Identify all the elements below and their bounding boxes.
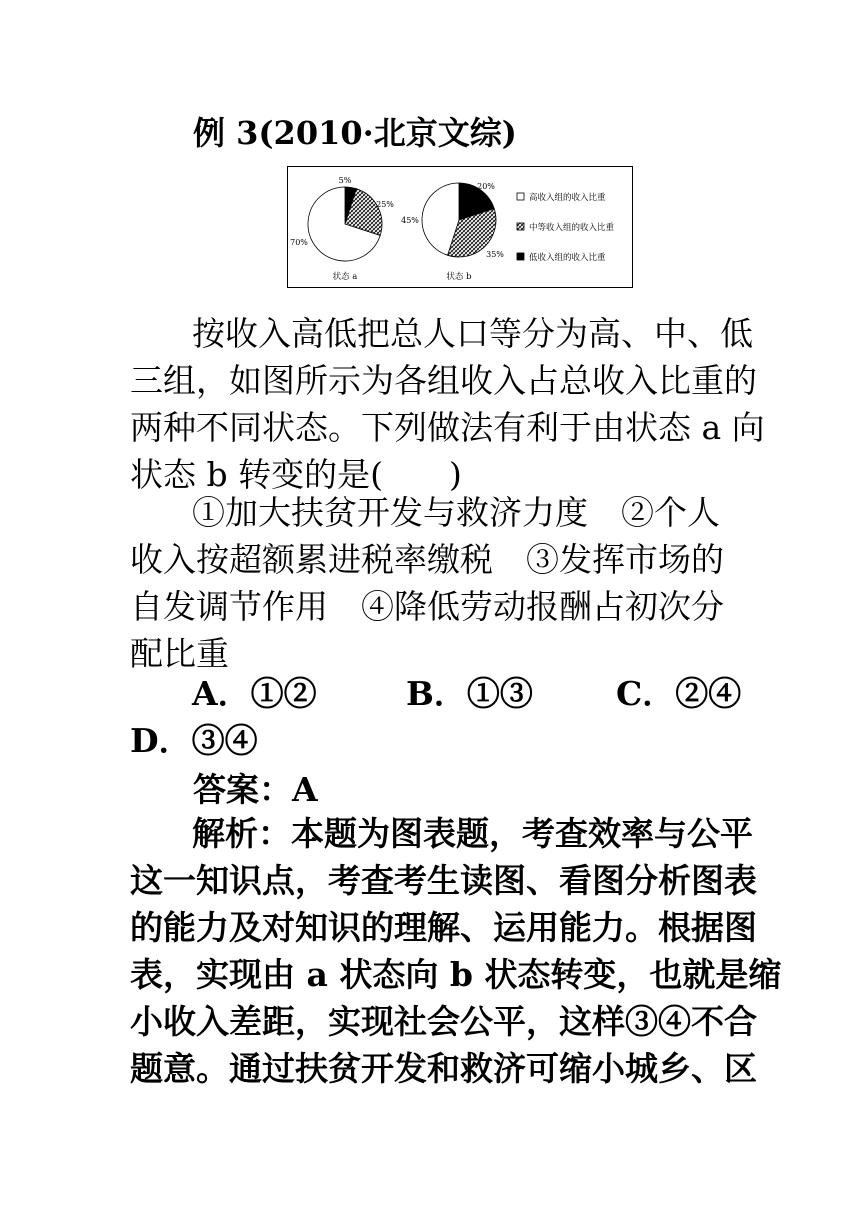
pie-title: 状态 b [446, 272, 472, 282]
analysis-line: 表，实现由 a 状态向 b 状态转变，也就是缩 [130, 955, 782, 994]
question-line: 三组，如图所示为各组收入占总收入比重的 [130, 361, 757, 400]
answer-options [130, 670, 742, 764]
slice-label: 5% [338, 176, 352, 185]
pie-title: 状态 a [332, 272, 358, 282]
legend-label: 中等收入组的收入比重 [529, 223, 615, 233]
legend-label: 低收入组的收入比重 [529, 253, 606, 263]
option-c[interactable]: C．②④ [616, 674, 742, 713]
analysis-line: 解析：本题为图表题，考查效率与公平 [192, 814, 753, 853]
item-line: 自发调节作用 ④降低劳动报酬占初次分 [130, 587, 724, 626]
question-stem [130, 310, 765, 498]
question-items [130, 489, 740, 677]
analysis-line: 小收入差距，实现社会公平，这样③④不合 [130, 1002, 757, 1041]
legend-label: 高收入组的收入比重 [529, 193, 606, 203]
item-line: 配比重 [130, 634, 229, 673]
question-line: 按收入高低把总人口等分为高、中、低 [192, 314, 753, 353]
slice-label: 70% [290, 238, 308, 247]
legend-swatch [517, 193, 524, 200]
legend-swatch [517, 223, 524, 230]
example-title: 例 3(2010·北京文综) [193, 114, 517, 152]
question-line: 状态 b 转变的是( ) [130, 455, 462, 494]
item-line: 收入按超额累进税率缴税 ③发挥市场的 [130, 540, 724, 579]
pie-chart-figure [287, 166, 633, 288]
option-a[interactable]: A．①② [192, 674, 317, 713]
pie-charts-svg [288, 167, 631, 286]
option-b[interactable]: B．①③ [406, 674, 533, 713]
analysis-line: 这一知识点，考查考生读图、看图分析图表 [130, 861, 757, 900]
item-line: ①加大扶贫开发与救济力度 ②个人 [192, 493, 720, 532]
option-d[interactable]: D．③④ [130, 721, 258, 760]
analysis-text [130, 810, 782, 1092]
legend-swatch [517, 253, 524, 260]
slice-label: 35% [486, 250, 504, 259]
question-line: 两种不同状态。下列做法有利于由状态 a 向 [130, 408, 765, 447]
analysis-line: 题意。通过扶贫开发和救济可缩小城乡、区 [130, 1049, 757, 1088]
slice-label: 20% [477, 182, 495, 191]
answer-line: 答案：A [193, 770, 318, 809]
slice-label: 45% [401, 216, 419, 225]
analysis-line: 的能力及对知识的理解、运用能力。根据图 [130, 908, 757, 947]
slice-label: 25% [376, 200, 394, 209]
